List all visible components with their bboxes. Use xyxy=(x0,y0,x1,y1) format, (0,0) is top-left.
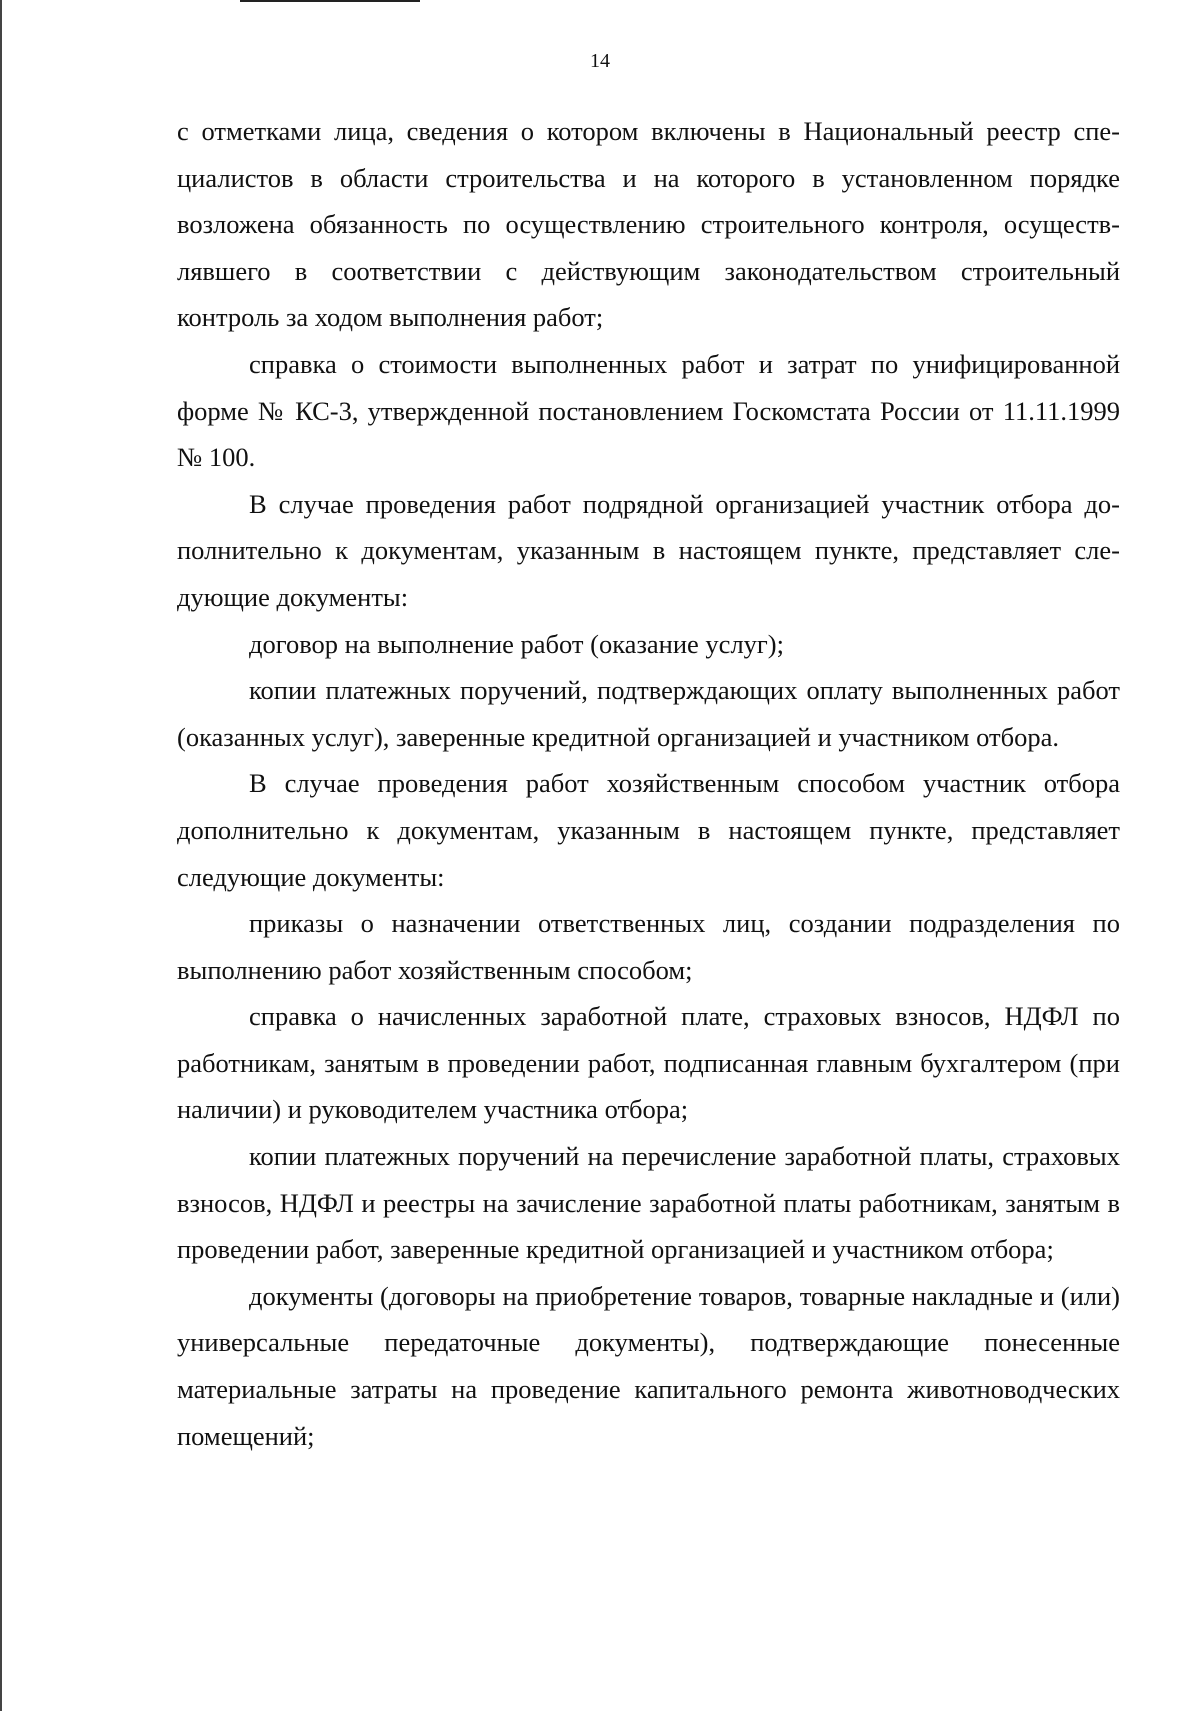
scan-edge-left xyxy=(0,0,2,1711)
page-number: 14 xyxy=(590,50,610,72)
paragraph-6: В случае проведения работ хозяйственным способом участник отбора дополнительно к документам, указанным в настоящем пункте, представляет следующие документы: xyxy=(177,768,1120,892)
paragraph-5: копии платежных поручений, подтверждающих оплату выполненных работ (оказанных услуг), заверенные кредитной организацией и участником отбора. xyxy=(177,675,1120,752)
scan-edge-top xyxy=(240,0,420,2)
paragraph-9: копии платежных поручений на перечисление заработной платы, страховых взносов, НДФЛ и реестры на зачисление заработной платы работникам, занятым в проведении работ, заверенные кредитной организацией и участником отбора; xyxy=(177,1141,1120,1265)
paragraph-8: справка о начисленных заработной плате, страховых взносов, НДФЛ по работникам, занятым в проведении работ, подписанная главным бухгалтером (при наличии) и руководителем участника отбора; xyxy=(177,1001,1120,1125)
paragraph-3: В случае проведения работ подрядной организацией участник отбора дополнительно к документам, указанным в настоящем пункте, представляет следующие документы: xyxy=(177,488,1120,612)
paragraph-4: договор на выполнение работ (оказание услуг); xyxy=(249,628,784,659)
paragraph-1: с отметками лица, сведения о котором включены в Национальный реестр специалистов в области строительства и на которого в установленном порядке возложена обязанность по осуществлению строительного контроля, осуществлявшего в соответствии с действующим законодательством строительный контроль за ходом выполнения работ; xyxy=(177,116,1120,333)
paragraph-2: справка о стоимости выполненных работ и затрат по унифицированной форме № КС-3, утвержденной постановлением Госкомстата России от 11.11.1999 № 100. xyxy=(177,348,1120,473)
paragraph-10: документы (договоры на приобретение товаров, товарные накладные и (или) универсальные передаточные документы), подтверждающие понесенные материальные затраты на проведение капитального ремонта животноводческих помещений; xyxy=(177,1280,1120,1451)
paragraph-7: приказы о назначении ответственных лиц, создании подразделения по выполнению работ хозяйственным способом; xyxy=(177,908,1120,985)
document-body xyxy=(177,108,1120,1459)
